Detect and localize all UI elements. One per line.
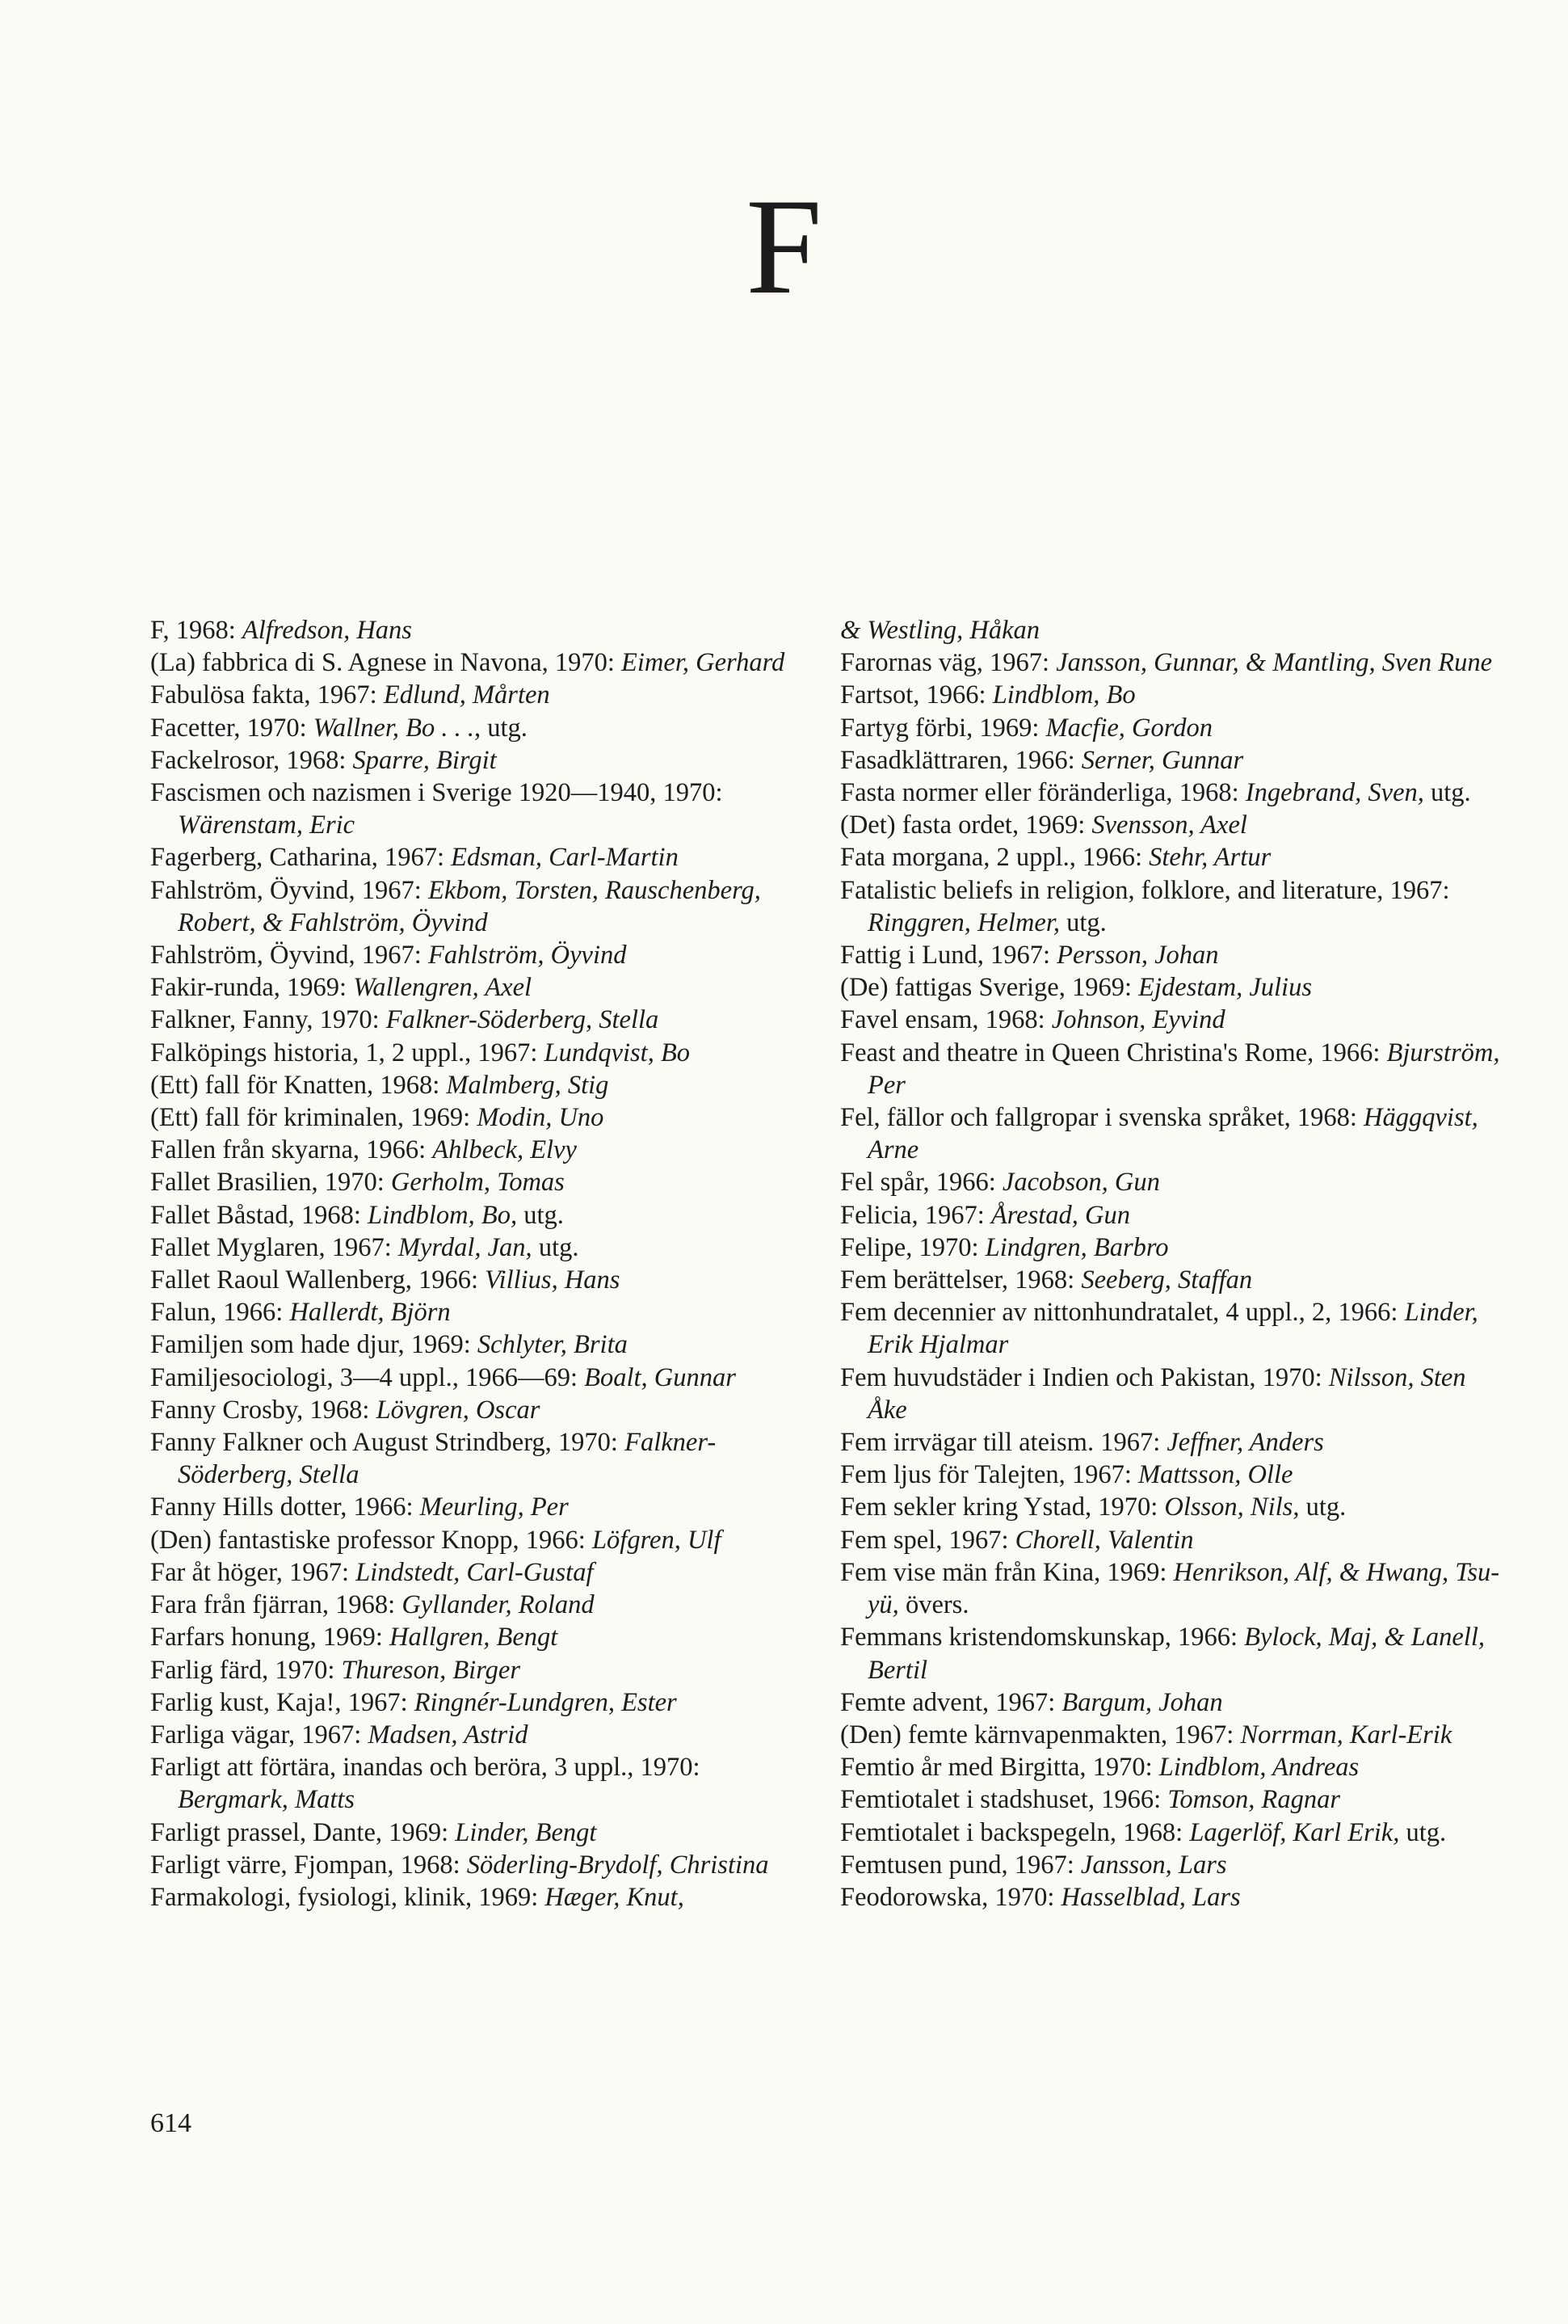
- index-entry: [840, 646, 1503, 679]
- entry-author: Lindblom, Bo: [992, 680, 1136, 710]
- entry-author: Falkner-Söderberg, Stella: [385, 1005, 659, 1035]
- entry-author: Eimer, Gerhard: [621, 648, 785, 678]
- entry-author: Mattsson, Olle: [1138, 1460, 1293, 1490]
- index-entry: [840, 1264, 1503, 1296]
- index-entry: [150, 874, 813, 939]
- entry-author: Olsson, Nils,: [1164, 1492, 1300, 1522]
- entry-title: Farligt prassel, Dante, 1969:: [150, 1817, 456, 1847]
- index-entry: [150, 777, 813, 841]
- entry-title: Fahlström, Öyvind, 1967:: [150, 941, 428, 970]
- entry-author: Bylock, Maj, & Lanell, Bertil: [868, 1623, 1485, 1685]
- index-entry: [150, 1751, 813, 1816]
- index-entry: [840, 1004, 1503, 1036]
- entry-title: Fem irrvägar till ateism. 1967:: [840, 1428, 1167, 1458]
- entry-author: Linder, Erik Hjalmar: [868, 1298, 1478, 1360]
- entry-title: Fem huvudstäder i Indien och Pakistan, 1970:: [840, 1362, 1329, 1392]
- entry-title: Farlig kust, Kaja!, 1967:: [150, 1687, 414, 1717]
- section-letter: F: [746, 171, 822, 322]
- entry-title: Fahlström, Öyvind, 1967:: [150, 875, 428, 905]
- entry-author: Falkner-Söderberg, Stella: [178, 1428, 717, 1490]
- entry-author: Nilsson, Sten Åke: [868, 1362, 1466, 1425]
- index-entry: [150, 939, 813, 971]
- entry-suffix: utg.: [1423, 778, 1471, 808]
- entry-suffix: , utg.: [474, 713, 528, 743]
- index-entry: [840, 939, 1503, 971]
- entry-title: Fascismen och nazismen i Sverige 1920—1940, 1970:: [150, 778, 723, 808]
- entry-title: Fata morgana, 2 uppl., 1966:: [840, 843, 1150, 873]
- entry-author: Madsen, Astrid: [368, 1720, 528, 1749]
- index-entry: [840, 1686, 1503, 1719]
- index-entry: [840, 1231, 1503, 1264]
- entry-title: Fackelrosor, 1968:: [150, 745, 353, 775]
- entry-author: Sparre, Birgit: [352, 745, 497, 775]
- index-entry: [840, 1849, 1503, 1881]
- index-entry: [150, 614, 813, 646]
- entry-title: (Den) femte kärnvapenmakten, 1967:: [840, 1720, 1241, 1749]
- entry-author: Bergmark, Matts: [178, 1785, 355, 1815]
- entry-title: Felicia, 1967:: [840, 1200, 991, 1230]
- entry-title: Fasta normer eller föränderliga, 1968:: [840, 778, 1246, 808]
- entry-author: Edsman, Carl-Martin: [451, 843, 679, 873]
- index-entry: [840, 1621, 1503, 1686]
- entry-suffix: utg.: [1399, 1817, 1447, 1847]
- index-entry: [150, 1621, 813, 1653]
- entry-author: Thureson, Birger: [341, 1655, 520, 1685]
- entry-author: Stehr, Artur: [1149, 843, 1272, 873]
- entry-suffix: utg.: [1060, 907, 1107, 937]
- entry-author: Jansson, Lars: [1080, 1850, 1227, 1880]
- index-entry: [150, 1134, 813, 1166]
- entry-author: Chorell, Valentin: [1015, 1525, 1194, 1555]
- entry-title: (Ett) fall för kriminalen, 1969:: [150, 1103, 477, 1133]
- index-entry: [150, 679, 813, 711]
- entry-title: Fatalistic beliefs in religion, folklore, and literature, 1967:: [840, 875, 1450, 905]
- entry-author: Edlund, Mårten: [383, 680, 550, 710]
- entry-title: Farliga vägar, 1967:: [150, 1720, 368, 1749]
- index-entry: [840, 1362, 1503, 1426]
- entry-title: Fara från fjärran, 1968:: [150, 1590, 402, 1620]
- entry-author: Hallerdt, Björn: [289, 1298, 451, 1328]
- entry-title: Farfars honung, 1969:: [150, 1623, 390, 1652]
- entry-author: Fahlström, Öyvind: [427, 941, 627, 970]
- entry-author: Henrikson, Alf, & Hwang, Tsu-yü,: [868, 1557, 1500, 1620]
- entry-author: Johnson, Eyvind: [1051, 1005, 1225, 1035]
- entry-author: Macfie, Gordon: [1045, 713, 1213, 743]
- index-entry: [150, 1296, 813, 1328]
- index-entry: [150, 1004, 813, 1036]
- entry-author: Lundqvist, Bo: [544, 1038, 691, 1067]
- index-entry: [150, 1719, 813, 1751]
- entry-title: Fem berättelser, 1968:: [840, 1265, 1082, 1295]
- index-entry: [840, 1296, 1503, 1361]
- entry-title: (Den) fantastiske professor Knopp, 1966:: [150, 1525, 592, 1555]
- index-entry: [150, 971, 813, 1004]
- entry-title: Feodorowska, 1970:: [840, 1882, 1061, 1912]
- entry-title: Fem decennier av nittonhundratalet, 4 uppl., 2, 1966:: [840, 1298, 1405, 1328]
- entry-author: Jansson, Gunnar, & Mantling, Sven Rune: [1056, 648, 1492, 678]
- index-entry: [150, 1264, 813, 1296]
- index-entry: [150, 1328, 813, 1361]
- index-entry: [150, 841, 813, 874]
- entry-author: Ringnér-Lundgren, Ester: [414, 1687, 677, 1717]
- entry-author: Lagerlöf, Karl Erik,: [1189, 1817, 1400, 1847]
- entry-title: Femtiotalet i backspegeln, 1968:: [840, 1817, 1190, 1847]
- entry-author: Modin, Uno: [477, 1103, 604, 1133]
- entry-author: Bjurström, Per: [868, 1038, 1500, 1100]
- entry-title: Fel, fällor och fallgropar i svenska språket, 1968:: [840, 1103, 1364, 1133]
- entry-author: Alfredson, Hans: [242, 616, 412, 645]
- entry-author: Ekbom, Torsten, Rauschenberg, Robert, & Fahlström, Öyvind: [178, 875, 761, 937]
- index-entry: [840, 744, 1503, 777]
- entry-author: Persson, Johan: [1057, 941, 1219, 970]
- entry-author: Årestad, Gun: [990, 1200, 1130, 1230]
- entry-title: Falun, 1966:: [150, 1298, 290, 1328]
- index-entry: [150, 1069, 813, 1101]
- entry-author: Boalt, Gunnar: [584, 1362, 736, 1392]
- index-entry: [150, 1166, 813, 1198]
- entry-title: Fagerberg, Catharina, 1967:: [150, 843, 452, 873]
- entry-author: Myrdal, Jan,: [397, 1232, 532, 1262]
- entry-title: Fanny Hills dotter, 1966:: [150, 1492, 420, 1522]
- entry-suffix: utg.: [532, 1232, 579, 1262]
- entry-title: Falkner, Fanny, 1970:: [150, 1005, 386, 1035]
- index-entry: [150, 1654, 813, 1686]
- entry-title: Fallet Myglaren, 1967:: [150, 1232, 398, 1262]
- entry-author: Villius, Hans: [485, 1265, 620, 1295]
- entry-title: Familjen som hade djur, 1969:: [150, 1330, 477, 1360]
- index-entry: [150, 712, 813, 744]
- entry-author: Serner, Gunnar: [1081, 745, 1244, 775]
- entry-title: Fallen från skyarna, 1966:: [150, 1135, 433, 1165]
- entry-author: Ingebrand, Sven,: [1245, 778, 1424, 808]
- index-entry: [150, 1686, 813, 1719]
- entry-title: Favel ensam, 1968:: [840, 1005, 1052, 1035]
- index-entry: [840, 841, 1503, 874]
- entry-title: Femte advent, 1967:: [840, 1687, 1062, 1717]
- entry-title: Femtusen pund, 1967:: [840, 1850, 1081, 1880]
- entry-title: Fem ljus för Talejten, 1967:: [840, 1460, 1139, 1490]
- index-entry: [840, 1459, 1503, 1491]
- entry-title: Farligt värre, Fjompan, 1968:: [150, 1850, 467, 1880]
- entry-author: Ahlbeck, Elvy: [432, 1135, 577, 1165]
- entry-author: Söderling-Brydolf, Christina: [466, 1850, 769, 1880]
- entry-author: Jeffner, Anders: [1167, 1428, 1324, 1458]
- index-entry: [840, 1817, 1503, 1849]
- entry-title: Familjesociologi, 3—4 uppl., 1966—69:: [150, 1362, 585, 1392]
- entry-author: Lindgren, Barbro: [985, 1232, 1169, 1262]
- left-column: [150, 614, 813, 1914]
- index-entry: [150, 744, 813, 777]
- entry-author: Meurling, Per: [419, 1492, 569, 1522]
- entry-author: Seeberg, Staffan: [1081, 1265, 1253, 1295]
- index-entry: [840, 1491, 1503, 1523]
- index-entry: [150, 646, 813, 679]
- entry-title: Fem sekler kring Ystad, 1970:: [840, 1492, 1165, 1522]
- index-entry: [840, 874, 1503, 939]
- entry-author: Malmberg, Stig: [446, 1070, 609, 1100]
- entry-title: Fartyg förbi, 1969:: [840, 713, 1046, 743]
- entry-author: Svensson, Axel: [1091, 810, 1247, 840]
- entry-title: Facetter, 1970:: [150, 713, 313, 743]
- index-entry: [150, 1199, 813, 1231]
- entry-author: Lindstedt, Carl-Gustaf: [355, 1557, 594, 1587]
- entry-suffix: övers.: [898, 1590, 969, 1620]
- entry-title: Far åt höger, 1967:: [150, 1557, 356, 1587]
- entry-author: Löfgren, Ulf: [591, 1525, 721, 1555]
- entry-author: Häggqvist, Arne: [868, 1103, 1478, 1165]
- index-entry: [840, 1783, 1503, 1816]
- entry-author: Norrman, Karl-Erik: [1240, 1720, 1452, 1749]
- index-entry: [150, 1556, 813, 1589]
- entry-title: (La) fabbrica di S. Agnese in Navona, 1970:: [150, 648, 622, 678]
- entry-author: Gerholm, Tomas: [390, 1168, 565, 1198]
- entry-author: Gyllander, Roland: [401, 1590, 595, 1620]
- entry-title: Farlig färd, 1970:: [150, 1655, 342, 1685]
- right-column: [840, 614, 1503, 1914]
- index-entry: [150, 1426, 813, 1491]
- entry-author: Hasselblad, Lars: [1061, 1882, 1241, 1912]
- entry-title: Fel spår, 1966:: [840, 1168, 1003, 1198]
- index-entry: [150, 1817, 813, 1849]
- index-entry: [150, 1589, 813, 1621]
- entry-title: Fabulösa fakta, 1967:: [150, 680, 384, 710]
- index-entry: [150, 1362, 813, 1394]
- index-entry: [840, 809, 1503, 841]
- index-entry: [840, 1751, 1503, 1783]
- entry-title: Fallet Raoul Wallenberg, 1966:: [150, 1265, 486, 1295]
- index-entry: [150, 1524, 813, 1556]
- entry-title: Farmakologi, fysiologi, klinik, 1969:: [150, 1882, 545, 1912]
- index-entry: [840, 679, 1503, 711]
- index-entry: [840, 1426, 1503, 1459]
- entry-title: Fem spel, 1967:: [840, 1525, 1015, 1555]
- page-number: 614: [150, 2108, 191, 2138]
- entry-author: Ringgren, Helmer,: [868, 907, 1060, 937]
- entry-title: Femmans kristendomskunskap, 1966:: [840, 1623, 1245, 1652]
- entry-title: F, 1968:: [150, 616, 242, 645]
- entry-title: Femtiotalet i stadshuset, 1966:: [840, 1785, 1168, 1815]
- index-entry: [150, 1881, 813, 1914]
- entry-author: Hæger, Knut,: [544, 1882, 684, 1912]
- entry-author: Lindblom, Andreas: [1158, 1753, 1360, 1783]
- entry-title: Falköpings historia, 1, 2 uppl., 1967:: [150, 1038, 544, 1067]
- index-entry: [150, 1037, 813, 1069]
- entry-title: Fem vise män från Kina, 1969:: [840, 1557, 1174, 1587]
- index-entry: [150, 1231, 813, 1264]
- entry-author: Tomson, Ragnar: [1167, 1785, 1341, 1815]
- index-entry: [840, 1037, 1503, 1101]
- index-entry: [840, 1881, 1503, 1914]
- entry-author: Wallner, Bo . . .: [313, 713, 474, 743]
- entry-author: Jacobson, Gun: [1002, 1168, 1160, 1198]
- index-entry: [840, 614, 1503, 646]
- entry-author: Wärenstam, Eric: [178, 810, 355, 840]
- entry-suffix: utg.: [517, 1200, 564, 1230]
- entry-title: Fanny Crosby, 1968:: [150, 1395, 376, 1425]
- index-entry: [840, 777, 1503, 809]
- index-entry: [840, 1101, 1503, 1166]
- entry-author: Hallgren, Bengt: [389, 1623, 558, 1652]
- index-entry: [150, 1849, 813, 1881]
- index-entry: [840, 1556, 1503, 1621]
- entry-title: Feast and theatre in Queen Christina's Rome, 1966:: [840, 1038, 1387, 1067]
- entry-title: Farornas väg, 1967:: [840, 648, 1057, 678]
- entry-title: Farligt att förtära, inandas och beröra, 3 uppl., 1970:: [150, 1753, 700, 1783]
- entry-title: Fasadklättraren, 1966:: [840, 745, 1082, 775]
- entry-title: Femtio år med Birgitta, 1970:: [840, 1753, 1159, 1783]
- entry-author: Linder, Bengt: [455, 1817, 597, 1847]
- entry-title: (Det) fasta ordet, 1969:: [840, 810, 1092, 840]
- entry-title: Fartsot, 1966:: [840, 680, 993, 710]
- index-entry: [150, 1101, 813, 1134]
- entry-title: Fallet Brasilien, 1970:: [150, 1168, 391, 1198]
- entry-author: Lövgren, Oscar: [376, 1395, 540, 1425]
- index-entry: [840, 1524, 1503, 1556]
- entry-title: Fakir-runda, 1969:: [150, 973, 354, 1003]
- entry-title: Fanny Falkner och August Strindberg, 1970:: [150, 1428, 625, 1458]
- entry-title: (De) fattigas Sverige, 1969:: [840, 973, 1139, 1003]
- entry-title: Felipe, 1970:: [840, 1232, 986, 1262]
- entry-suffix: utg.: [1299, 1492, 1347, 1522]
- entry-title: Fattig i Lund, 1967:: [840, 941, 1057, 970]
- entry-author: & Westling, Håkan: [840, 616, 1040, 645]
- index-entry: [840, 971, 1503, 1004]
- entry-author: Bargum, Johan: [1061, 1687, 1223, 1717]
- entry-author: Ejdestam, Julius: [1138, 973, 1312, 1003]
- index-entry: [840, 1199, 1503, 1231]
- entry-author: Lindblom, Bo,: [368, 1200, 518, 1230]
- index-entry: [840, 712, 1503, 744]
- index-entry: [840, 1719, 1503, 1751]
- entry-title: Fallet Båstad, 1968:: [150, 1200, 368, 1230]
- entry-author: Schlyter, Brita: [477, 1330, 628, 1360]
- entry-author: Wallengren, Axel: [353, 973, 532, 1003]
- index-entry: [150, 1491, 813, 1523]
- entry-title: (Ett) fall för Knatten, 1968:: [150, 1070, 447, 1100]
- index-entry: [150, 1394, 813, 1426]
- index-entry: [840, 1166, 1503, 1198]
